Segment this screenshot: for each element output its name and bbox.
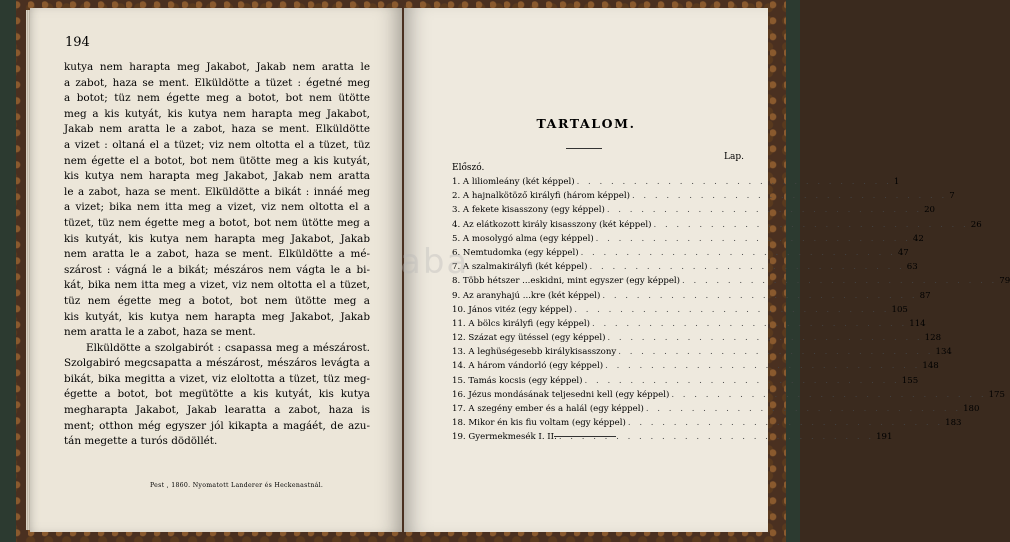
text-line: meg a kis kutyát, kis kutya nem harapta meg Jakabot, xyxy=(64,107,370,120)
toc-entry-title: 10. János vitéz (egy képpel) xyxy=(452,304,573,315)
toc-entry-page: 148 xyxy=(922,361,939,372)
text-line: tüz nem égette meg a botot, bot nem ütötte meg a xyxy=(64,294,370,307)
toc-leader-dots: . . . . . . . . . . . . . . . . . . . . . . . . . . . . xyxy=(605,361,921,372)
text-line: nem égette el a botot, bot nem ütötte meg a kis kutyát, xyxy=(64,154,370,167)
toc-leader-dots: . . . . . . . . . . . . . . . . . . . . . . . . . . . . xyxy=(574,304,890,315)
toc-leader-dots: . . . . . . . . . . . . . . . . . . . . . . . . . . . . xyxy=(589,262,905,273)
toc-entry xyxy=(452,389,1005,404)
toc-entry-page: 105 xyxy=(891,304,908,315)
toc-entry xyxy=(452,361,939,375)
toc-entry-title: 11. A bölcs királyfi (egy képpel) xyxy=(452,318,590,329)
toc-entry-page: 26 xyxy=(970,219,982,230)
toc-entry-page: 47 xyxy=(897,247,909,258)
toc-entry xyxy=(452,290,931,305)
toc-leader-dots: . . . . . . . . . . . . . . . . . . . . . . . . . . . . xyxy=(606,205,923,216)
toc-entry xyxy=(452,318,926,333)
text-line: bikát, bika megitta a vizet, viz eloltotta a tüzet, tüz meg- xyxy=(64,372,370,385)
toc-leader-dots: . . . . . . . . . . . . . . . . . . . . . . . . . . . . xyxy=(631,191,948,202)
text-line: tüzet, tüz nem égette meg a botot, bot nem ütötte meg a xyxy=(64,216,370,229)
text-line: égette a botot, bot megütötte a kis kutyát, kis kutya xyxy=(64,388,370,401)
toc-entry xyxy=(452,432,893,446)
toc-entry xyxy=(452,347,952,361)
title-rule xyxy=(566,148,602,149)
text-line: kis kutyát, kis kutya nem harapta meg Jakabot, Jakab xyxy=(64,232,370,245)
toc-entry-page: 42 xyxy=(912,233,924,244)
printer-colophon: Pest , 1860. Nyomatott Landerer és Heckenastnál. xyxy=(150,482,324,489)
toc-entry-title: 2. A hajnalkötöző királyfi (három képpel) xyxy=(452,191,630,202)
toc-entry xyxy=(452,418,962,432)
toc-entry-page: 183 xyxy=(945,418,962,429)
text-line: kutya nem harapta meg Jakabot, Jakab nem aratta le xyxy=(64,61,370,73)
toc-entry xyxy=(452,233,924,248)
toc-entry xyxy=(452,304,908,319)
text-line: Elküldötte a szolgabirót : csapassa meg a mészárost. xyxy=(86,341,370,354)
toc-entry-page: 79 xyxy=(999,276,1010,287)
text-line: szárost : vágná le a bikát; mészáros nem vágta le a bi- xyxy=(64,263,370,276)
toc-entry-title: 5. A mosolygó alma (egy képpel) xyxy=(452,233,594,244)
toc-entry-page: 134 xyxy=(935,347,952,358)
toc-entry-page: 63 xyxy=(906,262,918,273)
toc-entry-title: 4. Az elátkozott király kisasszony (két képpel) xyxy=(452,219,652,230)
toc-entry-title: 1. A liliomleány (két képpel) xyxy=(452,177,575,187)
toc-entry-title: 19. Gyermekmesék I. II. xyxy=(452,432,557,443)
text-line: le a zabot, haza se ment. Elküldötte a bikát : innáé meg xyxy=(64,185,370,198)
toc-entry xyxy=(452,247,909,262)
toc-entry-page: 175 xyxy=(988,389,1005,400)
text-line: nem aratta le a zabot, haza se ment. xyxy=(64,326,256,339)
toc-entry-title: 3. A fekete kisasszony (egy képpel) xyxy=(452,205,605,216)
text-line: a botot; tüz nem égette meg a botot, bot nem ütötte xyxy=(64,92,370,105)
toc-entry xyxy=(452,375,919,390)
text-line: Jakab nem aratta le a zabot, haza se ment. Elküldötte xyxy=(64,123,370,136)
text-line: megharapta Jakabot, Jakab learatta a zabot, haza is xyxy=(64,404,370,417)
toc-entry-page: 20 xyxy=(924,205,936,216)
toc-leader-dots: . . . . . . . . . . . . . . . . . . . . . . . . . . . . xyxy=(584,375,900,386)
toc-entry-title: 12. Százat egy ütéssel (egy képpel) xyxy=(452,333,606,344)
toc-entry-title: 6. Nemtudomka (egy képpel) xyxy=(452,247,579,258)
toc-leader-dots: . . . . . . . . . . . . . . . . . . . . . . . . . . . . xyxy=(653,219,969,230)
toc-leader-dots: . . . . . . . . . . . . . . . . . . . . . . . . . . . . xyxy=(602,290,918,301)
toc-entry-title: 14. A három vándorló (egy képpel) xyxy=(452,361,604,372)
toc-leader-dots: . . . . . . . . . . . . . . . . . . . . . . . . . . . . xyxy=(627,418,944,429)
toc-leader-dots: . . . . . . . . . . . . . . . . . . . . . . . . . . . . xyxy=(645,404,962,414)
toc-entry-title: 8. Több hétszer ...eskidni, mint egyszer (egy képpel) xyxy=(452,276,681,287)
toc-entry-page: 87 xyxy=(919,290,931,301)
text-line: nem aratta le a zabot, haza se ment. Elküldötte a mé- xyxy=(64,248,370,261)
toc-entry-page: 1 xyxy=(893,177,900,187)
toc-entry-title: 13. A leghüségesebb királykisasszony xyxy=(452,347,617,358)
toc-entry xyxy=(452,333,942,347)
toc-leader-dots: . . . . . . . . . . . . . . . . . . . . . . . . . . . . xyxy=(576,177,892,187)
story-text xyxy=(64,60,370,450)
text-line: kis kutya nem harapta meg Jakabot, Jakab nem aratta xyxy=(64,170,370,183)
toc-leader-dots: . . . . . . . . . . . . . . . . . . . . . . . . . . . . xyxy=(580,247,896,258)
toc-entry xyxy=(452,262,918,276)
toc-leader-dots: . . . . . . . . . . . . . . . . . . . . . . . . . . . . xyxy=(558,432,875,443)
page-number: 194 xyxy=(65,35,90,50)
toc-entry-page: 191 xyxy=(876,432,893,443)
toc-leader-dots: . . . . . . . . . . . . . . . . . . . . . . . . . . . . xyxy=(591,318,908,329)
toc-leader-dots: . . . . . . . . . . . . . . . . . . . . . . . . . . . . xyxy=(607,333,923,344)
text-line: tán megette a turós dödöllét. xyxy=(64,435,218,448)
page-column-header: Lap. xyxy=(724,152,744,162)
toc-leader-dots: . . . . . . . . . . . . . . . . . . . . . . . . . . . . xyxy=(595,233,911,244)
toc-entry-title: 18. Mikor én kis fiu voltam (egy képpel) xyxy=(452,418,626,429)
text-line: a vizet; bika nem itta meg a vizet, viz nem oltotta el a xyxy=(64,201,370,214)
text-line: a vizet : oltaná el a tüzet; viz nem oltotta el a tüzet, tüz xyxy=(64,138,370,151)
cover-edge-left xyxy=(0,0,16,542)
toc-entry-title: 7. A szalmakirályfi (két képpel) xyxy=(452,262,588,273)
watermark: aba xyxy=(400,242,470,282)
toc-entry-page: 114 xyxy=(909,318,926,329)
toc-entry-title: 16. Jézus mondásának teljesedni kell (egy képpel) xyxy=(452,389,670,400)
table-of-contents xyxy=(452,177,1010,447)
toc-entry-page: 7 xyxy=(949,191,955,202)
text-line: kát, bika nem itta meg a vizet, viz nem oltotta el a tüzet, xyxy=(64,279,370,292)
toc-entry-title: 15. Tamás kocsis (egy képpel) xyxy=(452,375,583,386)
toc-entry xyxy=(452,404,980,418)
toc-entry-page: 128 xyxy=(924,333,942,344)
text-line: Szolgabiró megcsapatta a mészárost, mészáros levágta a xyxy=(64,357,370,370)
toc-entry-title: 17. A szegény ember és a halál (egy képpel) xyxy=(452,404,644,414)
toc-leader-dots: . . . . . . . . . . . . . . . . . . . . . . . . . . . . xyxy=(618,347,934,358)
toc-entry xyxy=(452,205,936,219)
closing-rule xyxy=(554,436,616,437)
toc-entry-page: 180 xyxy=(963,404,980,414)
toc-entry xyxy=(452,177,900,191)
toc-entry xyxy=(452,219,982,234)
toc-entry-title: 9. Az aranyhajú ...kre (két képpel) xyxy=(452,290,601,301)
text-line: ment; otthon még egyszer jól kikapta a magáét, de azu- xyxy=(64,419,370,432)
toc-entry xyxy=(452,191,955,205)
preface-entry: Előszó. xyxy=(452,163,485,173)
contents-title: TARTALOM. xyxy=(536,116,636,131)
toc-leader-dots: . . . . . . . . . . . . . . . . . . . . . . . . . . . . xyxy=(671,389,987,400)
toc-leader-dots: . . . . . . . . . . . . . . . . . . . . . . . . . . . . xyxy=(682,276,998,287)
text-line: a zabot, haza se ment. Elküldötte a tüzet : égetné meg xyxy=(64,76,370,89)
toc-entry-page: 155 xyxy=(901,375,919,386)
toc-entry xyxy=(452,276,1010,290)
text-line: kis kutyát, kis kutya nem harapta meg Jakabot, Jakab xyxy=(64,310,370,323)
